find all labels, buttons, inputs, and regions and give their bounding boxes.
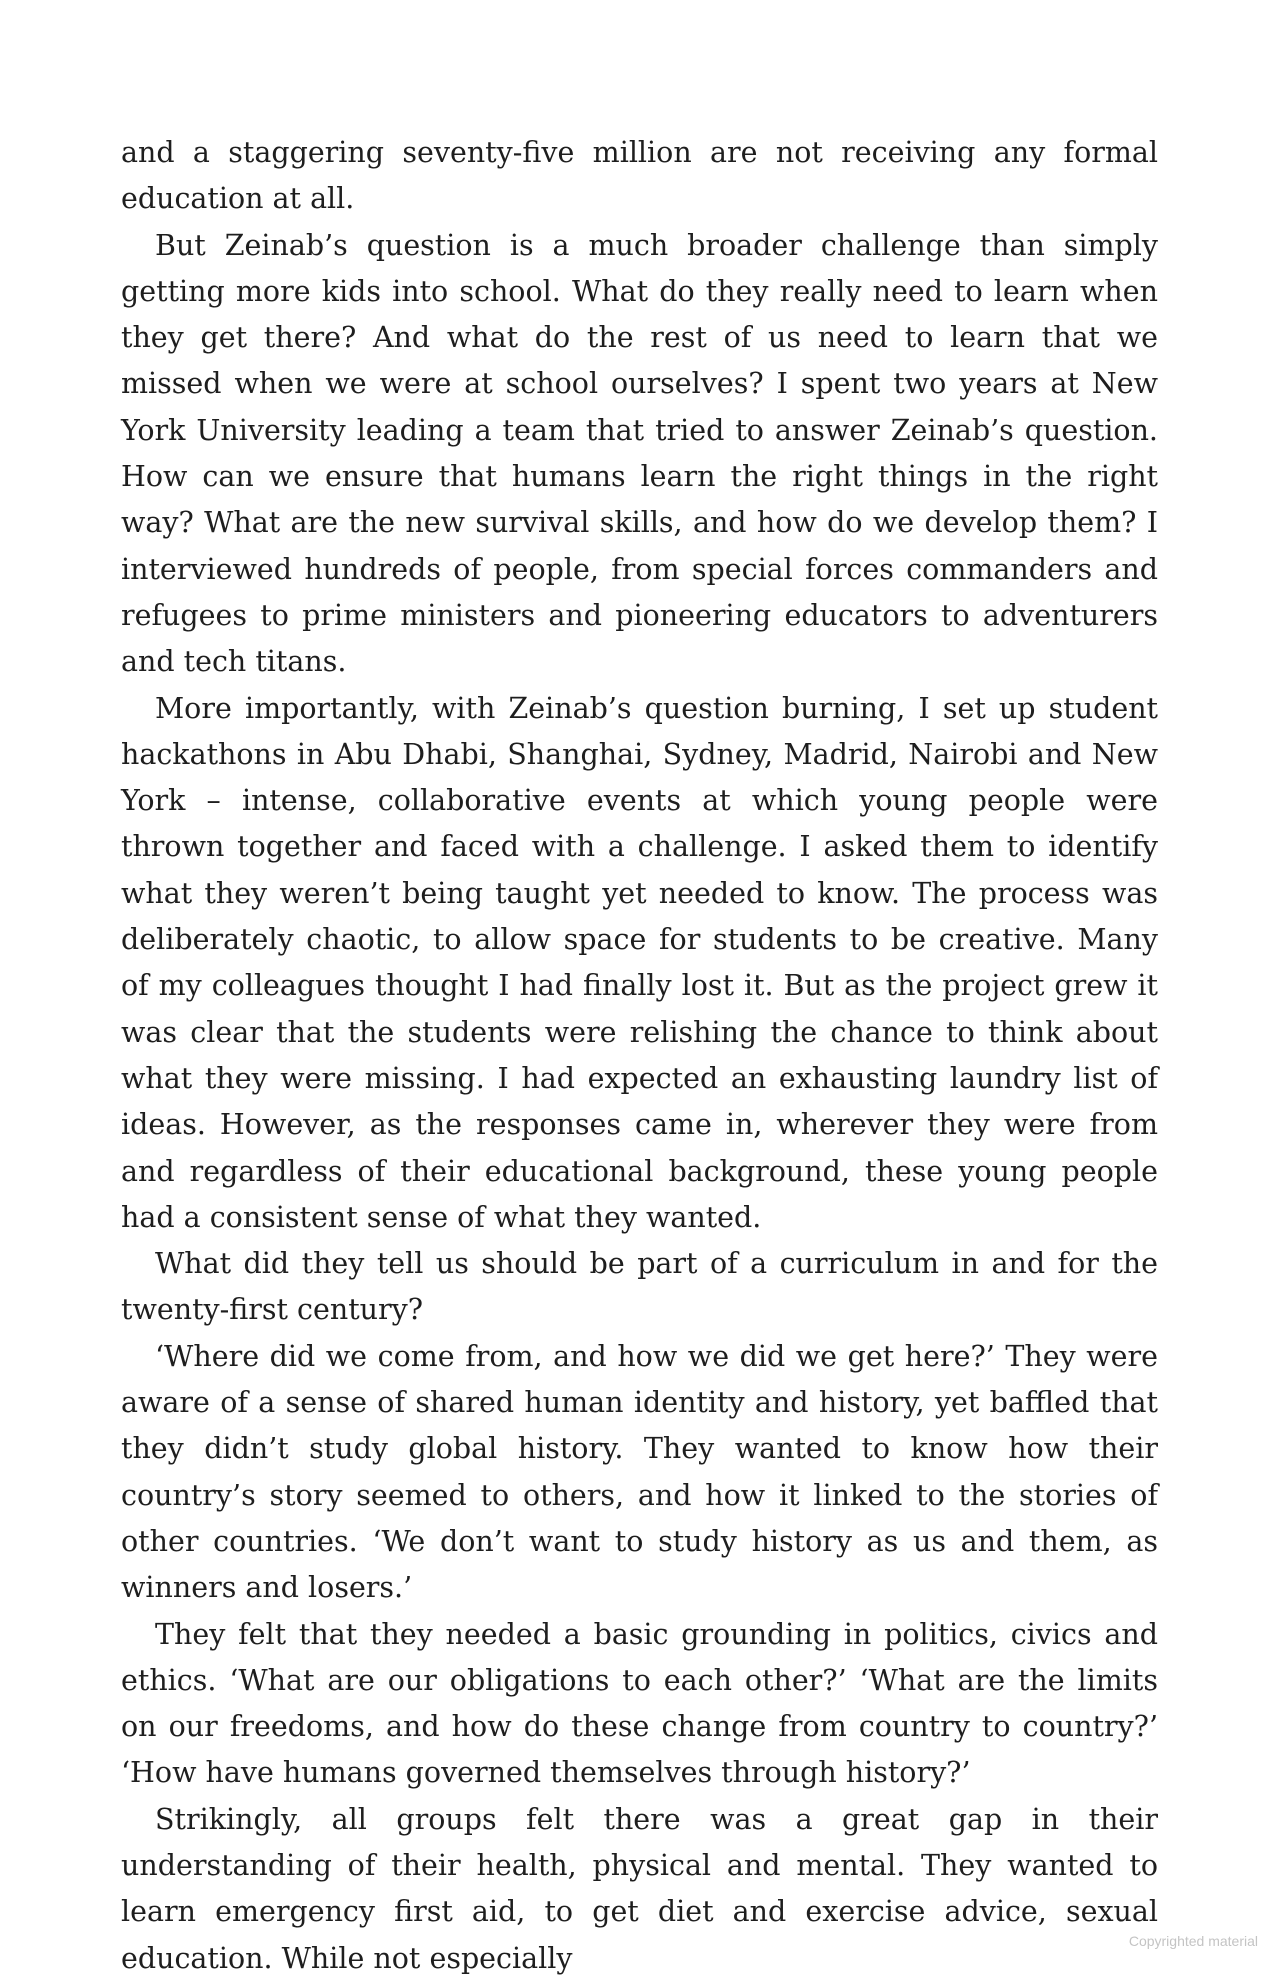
paragraph-3: More importantly, with Zeinab’s question burning, I set up student hackathons in Abu Dhabi, Shanghai, Sydney, Madrid, Nairobi and New York – intense, collaborative events at which young people were thrown together and faced with a challenge. I asked them to identify what they weren’t being taught yet needed to know. The process was deliberately chaotic, to allow space for students to be creative. Many of my colleagues thought I had finally lost it. But as the project grew it was clear that the students were relishing the chance to think about what they were missing. I had expected an exhausting laundry list of ideas. However, as the responses came in, wherever they were from and regardless of their educational background, these young people had a consistent sense of what they wanted. <box>121 691 1158 1234</box>
paragraph-1: and a staggering seventy-five million are not receiving any formal education at all. <box>121 136 1158 216</box>
page-body <box>121 130 1158 1982</box>
paragraph-7: Strikingly, all groups felt there was a great gap in their understanding of their health, physical and mental. They wanted to learn emergency first aid, to get diet and exercise advice, sexual education. While not especially <box>121 1802 1158 1975</box>
paragraph-2: But Zeinab’s question is a much broader challenge than simply getting more kids into school. What do they really need to learn when they get there? And what do the rest of us need to learn that we missed when we were at school ourselves? I spent two years at New York University leading a team that tried to answer Zeinab’s question. How can we ensure that humans learn the right things in the right way? What are the new survival skills, and how do we develop them? I interviewed hundreds of people, from special forces commanders and refugees to prime ministers and pioneering educators to adventurers and tech titans. <box>121 228 1158 679</box>
paragraph-5: ‘Where did we come from, and how we did we get here?’ They were aware of a sense of shared human identity and history, yet baffled that they didn’t study global history. They wanted to know how their country’s story seemed to others, and how it linked to the stories of other countries. ‘We don’t want to study history as us and them, as winners and losers.’ <box>121 1339 1158 1605</box>
paragraph-4: What did they tell us should be part of a curriculum in and for the twenty-first century? <box>121 1247 1158 1327</box>
paragraph-6: They felt that they needed a basic grounding in politics, civics and ethics. ‘What are our obligations to each other?’ ‘What are the limits on our freedoms, and how do these change from country to country?’ ‘How have humans governed themselves through history?’ <box>121 1617 1158 1790</box>
copyright-notice: Copyrighted material <box>1128 1933 1258 1949</box>
